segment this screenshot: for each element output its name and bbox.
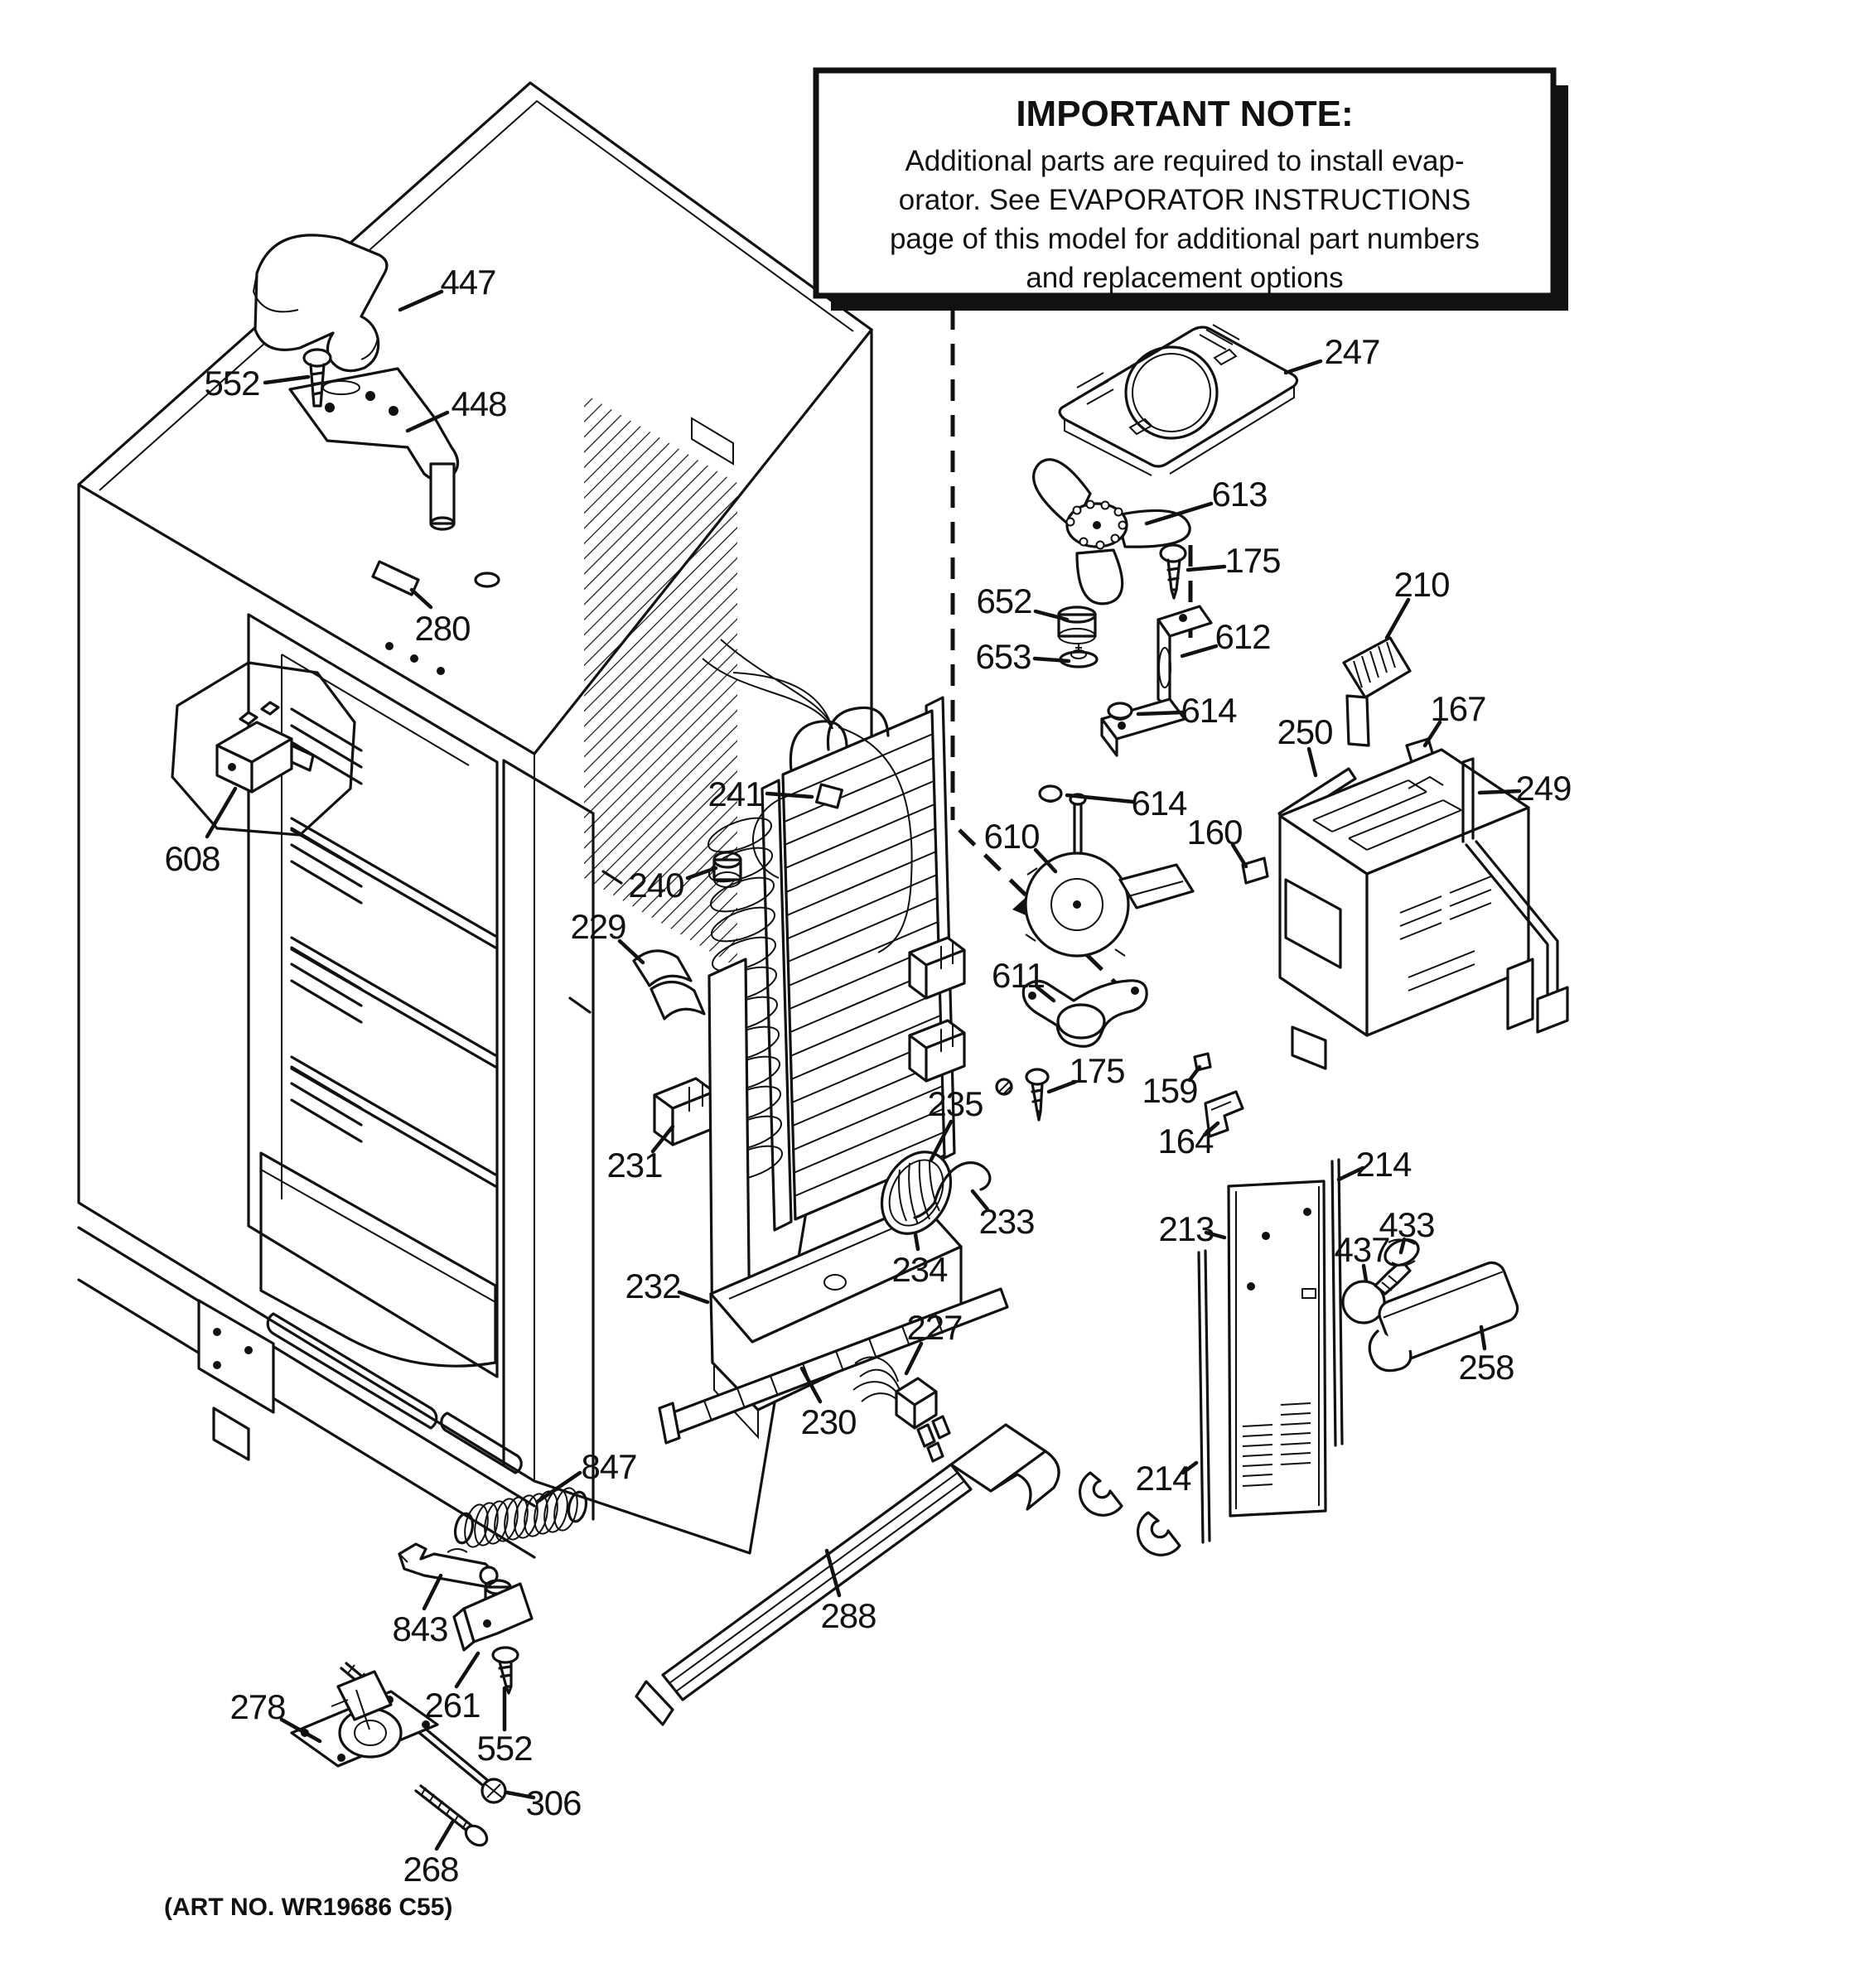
screw-552-bottom <box>493 1648 518 1693</box>
part-label-159: 159 <box>1142 1071 1198 1110</box>
part-label-175: 175 <box>1224 541 1281 580</box>
part-label-241: 241 <box>707 774 764 813</box>
art-number: (ART NO. WR19686 C55) <box>164 1894 453 1921</box>
air-grille-210 <box>1344 638 1410 746</box>
part-label-612: 612 <box>1214 617 1271 656</box>
part-label-214: 214 <box>1135 1459 1191 1498</box>
part-label-268: 268 <box>403 1850 459 1889</box>
leader-line-250 <box>1309 749 1316 775</box>
part-label-213: 213 <box>1158 1209 1214 1248</box>
part-label-448: 448 <box>451 384 507 423</box>
part-label-847: 847 <box>581 1447 637 1486</box>
cabinet-bottom-rail <box>79 1228 534 1557</box>
part-label-261: 261 <box>424 1686 480 1725</box>
screw-175-motor <box>1026 1069 1048 1120</box>
note-line: Additional parts are required to install evap- <box>905 145 1465 177</box>
hinge-bracket-261 <box>454 1580 532 1650</box>
part-label-167: 167 <box>1430 689 1486 728</box>
part-label-614: 614 <box>1181 691 1237 730</box>
spring-847 <box>452 1486 588 1549</box>
mount-block-231 <box>654 1078 714 1145</box>
part-label-614: 614 <box>1131 784 1187 823</box>
spacer-160 <box>1243 858 1268 883</box>
motor-bracket-612 <box>1102 606 1211 755</box>
leader-line-175 <box>1188 567 1224 570</box>
leader-line-249 <box>1480 791 1519 793</box>
part-label-247: 247 <box>1324 332 1380 371</box>
note-line: orator. See EVAPORATOR INSTRUCTIONS <box>898 184 1471 216</box>
part-label-249: 249 <box>1515 769 1572 808</box>
wire-harness-227 <box>853 1357 949 1461</box>
part-label-232: 232 <box>625 1267 681 1305</box>
fan-cover-247 <box>1060 325 1297 475</box>
part-label-552: 552 <box>204 364 260 403</box>
grommet-652 <box>1059 607 1095 644</box>
part-label-433: 433 <box>1379 1205 1435 1244</box>
part-label-227: 227 <box>906 1308 963 1347</box>
floor-rail-288 <box>636 1425 1180 1725</box>
part-label-230: 230 <box>800 1402 857 1441</box>
part-label-610: 610 <box>983 817 1040 856</box>
part-label-280: 280 <box>414 609 471 648</box>
leader-line-210 <box>1387 600 1408 638</box>
part-label-843: 843 <box>392 1609 448 1648</box>
shelf-edges <box>292 818 495 1186</box>
leader-line-612 <box>1182 646 1216 656</box>
part-label-447: 447 <box>440 263 496 302</box>
part-label-437: 437 <box>1334 1230 1390 1269</box>
part-label-229: 229 <box>570 907 626 946</box>
leader-line-280 <box>412 590 431 607</box>
part-label-250: 250 <box>1277 712 1333 751</box>
leader-line-447 <box>400 292 442 310</box>
trim-strip-214-left <box>1199 1251 1210 1542</box>
switch-callout-608 <box>172 663 355 835</box>
part-label-288: 288 <box>820 1596 876 1635</box>
fan-blade-613 <box>1034 460 1190 604</box>
leader-line-614 <box>1138 712 1183 714</box>
part-label-552: 552 <box>476 1729 533 1768</box>
note-title: IMPORTANT NOTE: <box>1016 94 1354 134</box>
washer-653 <box>1060 643 1097 667</box>
fan-assembly <box>997 325 1297 1120</box>
part-label-258: 258 <box>1458 1348 1514 1387</box>
leader-line-232 <box>679 1292 707 1302</box>
top-hinge-parts <box>254 235 458 595</box>
screw-268 <box>416 1786 490 1849</box>
icemaker-assembly <box>1195 638 1567 1136</box>
part-label-306: 306 <box>525 1783 582 1822</box>
leader-line-247 <box>1286 361 1321 373</box>
part-label-240: 240 <box>628 866 684 905</box>
part-label-164: 164 <box>1157 1122 1214 1160</box>
center-mullion <box>504 760 593 1519</box>
important-note-box <box>816 70 1568 311</box>
leader-line-843 <box>424 1575 441 1609</box>
leader-line-653 <box>1035 659 1069 661</box>
leader-line-552 <box>265 377 308 383</box>
leader-line-227 <box>906 1344 921 1373</box>
part-label-160: 160 <box>1186 813 1243 852</box>
tube-clamp-229 <box>634 951 704 1019</box>
part-label-611: 611 <box>992 956 1045 995</box>
thermostat-clip-241 <box>817 784 843 808</box>
leader-line-268 <box>437 1822 452 1849</box>
part-label-175: 175 <box>1069 1051 1125 1090</box>
part-label-235: 235 <box>927 1084 983 1123</box>
part-label-214: 214 <box>1355 1145 1412 1184</box>
part-label-278: 278 <box>229 1687 286 1726</box>
back-panel-213 <box>1229 1181 1326 1516</box>
lever-843 <box>399 1544 497 1587</box>
plug-614-upper <box>1108 703 1132 720</box>
note-line: page of this model for additional part numbers <box>889 223 1480 255</box>
part-label-652: 652 <box>976 581 1032 620</box>
part-label-234: 234 <box>891 1250 948 1289</box>
leader-line-234 <box>915 1234 918 1249</box>
note-line: and replacement options <box>1026 262 1344 294</box>
screw-235-small <box>997 1079 1012 1095</box>
part-label-653: 653 <box>975 637 1031 676</box>
part-label-233: 233 <box>978 1202 1035 1241</box>
part-label-613: 613 <box>1211 475 1268 514</box>
bushing-614-lower <box>1040 786 1061 802</box>
leader-line-261 <box>456 1653 478 1686</box>
screw-175-fan <box>1161 545 1186 598</box>
part-label-608: 608 <box>164 839 220 878</box>
trim-strip-214-right <box>1332 1160 1342 1445</box>
part-label-231: 231 <box>606 1146 663 1185</box>
caster-assembly-278 <box>292 1672 437 1766</box>
part-label-210: 210 <box>1393 565 1450 604</box>
freezer-bin-rim <box>261 1170 495 1302</box>
